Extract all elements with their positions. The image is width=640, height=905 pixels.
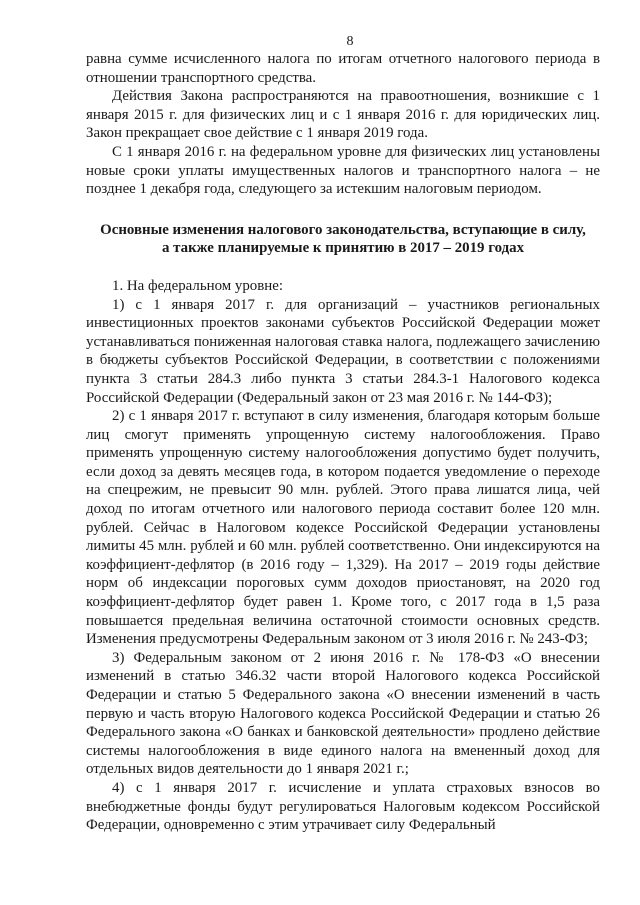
intro-paragraph-continuation: равна сумме исчисленного налога по итогам отчетного налогового периода в отношении транспортного средства. [86,51,600,86]
document-page [86,34,600,835]
federal-level-label: 1. На федеральном уровне: [112,277,283,294]
intro-paragraph-law-effect: Действия Закона распространяются на правоотношения, возникшие с 1 января 2015 г. для физических лиц и с 1 января 2016 г. для юридических лиц. Закон прекращает свое действие с 1 января 2019 года. [86,88,600,142]
list-item-2: 2) с 1 января 2017 г. вступают в силу изменения, благодаря которым больше лиц смогут применять упрощенную систему налогообложения. Право применять упрощенную систему налогообложения допустимо будет получить, если доход за девять месяцев года, в котором подается уведомление о переходе на спецрежим, не превысит 90 млн. рублей. Этого права лишатся лица, чей доход по итогам отчетного или налогового периода составит более 120 млн. рублей. Сейчас в Налоговом кодексе Российской Федерации установлены лимиты 45 млн. рублей и 60 млн. рублей соответственно. Они индексируются на коэффициент-дефлятор (в 2016 году – 1,329). На 2017 – 2019 годы действие норм об индексации пороговых сумм доходов приостановят, на 2020 год коэффициент-дефлятор будет равен 1. Кроме того, с 2017 года в 1,5 раза повышается предельная величина остаточной стоимости основных средств. Изменения предусмотрены Федеральным законом от 3 июля 2016 г. № 243-ФЗ; [86,408,600,648]
body-section [86,277,600,835]
section-heading [86,221,600,258]
section-heading-line-1: Основные изменения налогового законодательства, вступающие в силу, [100,221,586,238]
intro-section [86,50,600,199]
list-item-4: 4) с 1 января 2017 г. исчисление и уплата страховых взносов во внебюджетные фонды будут регулироваться Налоговым кодексом Российской Федерации, одновременно с этим утрачивает силу Федеральный [86,779,600,834]
intro-paragraph-payment-deadline: С 1 января 2016 г. на федеральном уровне для физических лиц установлены новые сроки уплаты имущественных налогов и транспортного налога – не позднее 1 декабря года, следующего за истекшим налоговым периодом. [86,143,600,198]
section-heading-line-2: а также планируемые к принятию в 2017 – 2019 годах [161,240,525,257]
list-item-3: 3) Федеральным законом от 2 июня 2016 г. № 178-ФЗ «О внесении изменений в статью 346.32 части второй Налогового кодекса Российской Федерации и статью 5 Федерального закона «О внесении изменений в часть первую и часть вторую Налогового кодекса Российской Федерации и статью 26 Федерального закона «О банках и банковской деятельности» продлено действие системы налогообложения в виде единого налога на вмененный доход для отдельных видов деятельности до 1 января 2021 г.; [86,649,600,778]
list-item-1: 1) с 1 января 2017 г. для организаций – участников региональных инвестиционных проектов законами субъектов Российской Федерации может устанавливаться пониженная налоговая ставка налога, подлежащего зачислению в бюджеты субъектов Российской Федерации, в соответствии с положениями пункта 3 статьи 284.3 либо пункта 3 статьи 284.3-1 Налогового кодекса Российской Федерации (Федеральный закон от 23 мая 2016 г. № 144-ФЗ); [86,296,600,406]
page-number: 8 [346,34,354,49]
